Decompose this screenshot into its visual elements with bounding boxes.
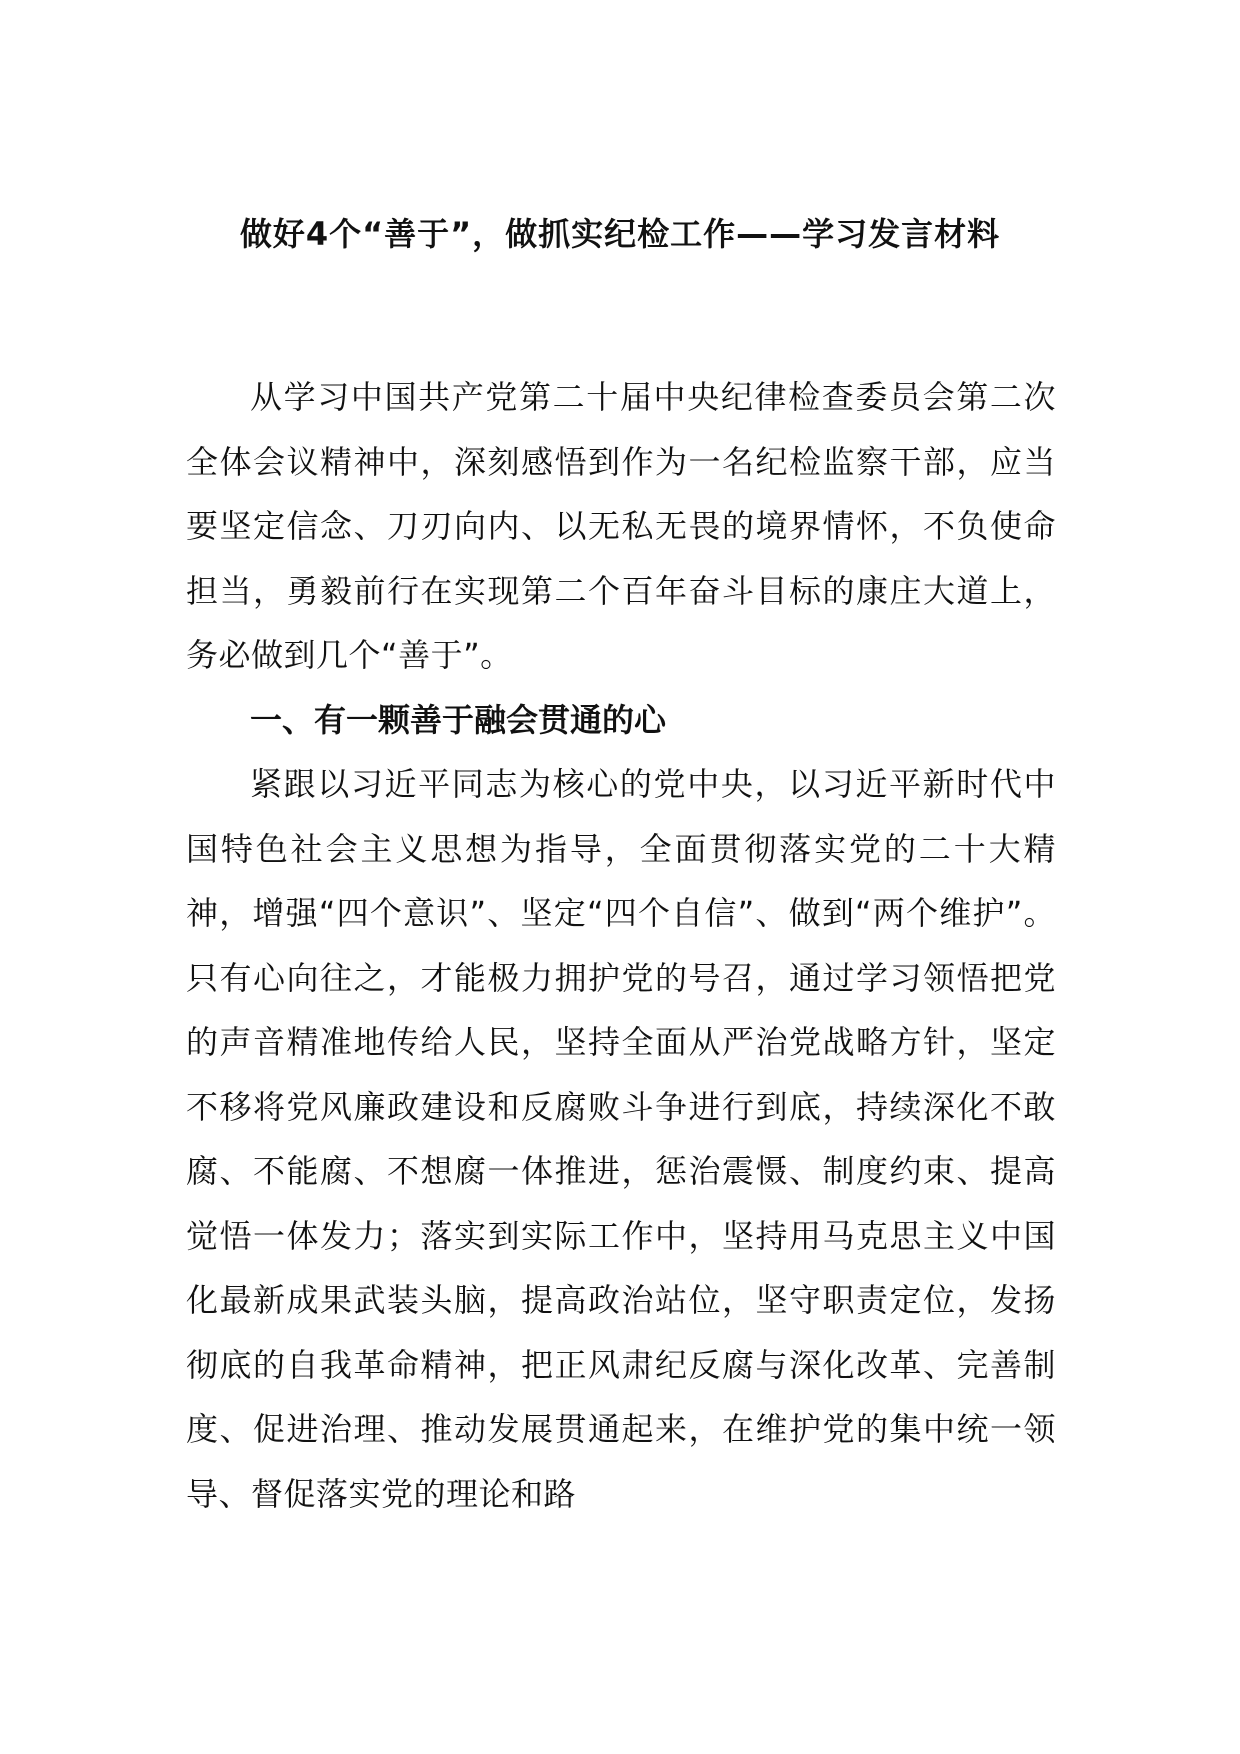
document-title: 做好4个“善于”，做抓实纪检工作——学习发言材料 xyxy=(239,215,1001,253)
document-body xyxy=(186,365,1056,1526)
section-paragraph-1: 紧跟以习近平同志为核心的党中央，以习近平新时代中国特色社会主义思想为指导，全面贯彻落实党的二十大精神，增强“四个意识”、坚定“四个自信”、做到“两个维护”。只有心向往之，才能极力拥护党的号召，通过学习领悟把党的声音精准地传给人民，坚持全面从严治党战略方针，坚定不移将党风廉政建设和反腐败斗争进行到底，持续深化不敢腐、不能腐、不想腐一体推进，惩治震慑、制度约束、提高觉悟一体发力；落实到实际工作中，坚持用马克思主义中国化最新成果武装头脑，提高政治站位，坚守职责定位，发扬彻底的自我革命精神，把正风肃纪反腐与深化改革、完善制度、促进治理、推动发展贯通起来，在维护党的集中统一领导、督促落实党的理论和路 xyxy=(186,765,1056,1513)
section-heading-1: 一、有一颗善于融会贯通的心 xyxy=(250,700,667,739)
intro-paragraph: 从学习中国共产党第二十届中央纪律检查委员会第二次全体会议精神中，深刻感悟到作为一名纪检监察干部，应当要坚定信念、刀刃向内、以无私无畏的境界情怀，不负使命担当，勇毅前行在实现第二个百年奋斗目标的康庄大道上，务必做到几个“善于”。 xyxy=(186,378,1056,674)
